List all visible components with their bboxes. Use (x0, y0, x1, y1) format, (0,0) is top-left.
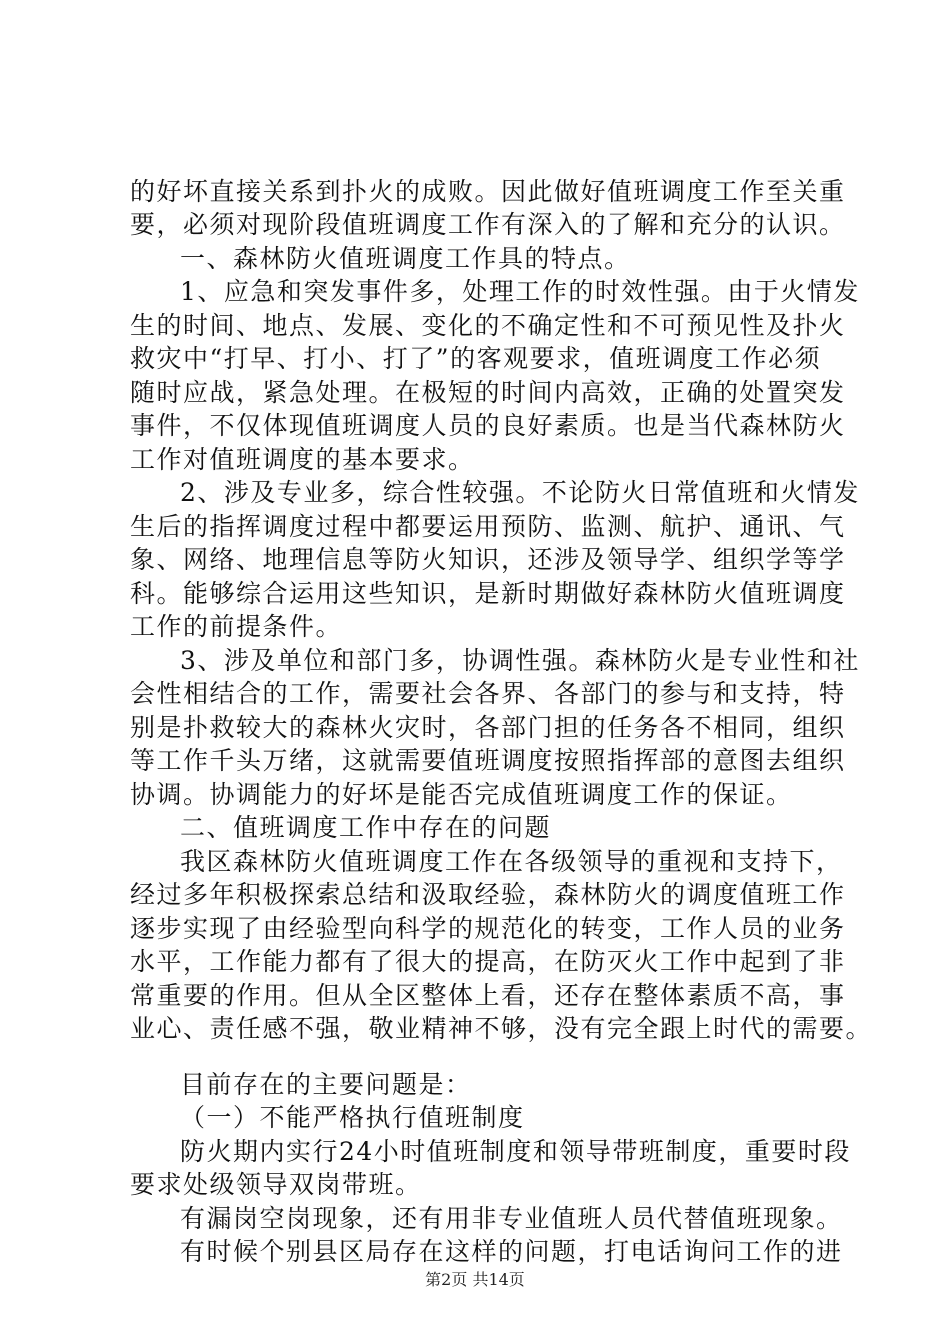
paragraph-line: 事件，不仅体现值班调度人员的良好素质。也是当代森林防火 (130, 411, 846, 440)
paragraph-line: 经过多年积极探索总结和汲取经验，森林防火的调度值班工作 (130, 880, 846, 909)
paragraph-line: 我区森林防火值班调度工作在各级领导的重视和支持下， (180, 847, 843, 876)
paragraph-line: 工作的前提条件。 (130, 612, 343, 641)
paragraph-line: 的好坏直接关系到扑火的成败。因此做好值班调度工作至关重 (130, 177, 846, 206)
paragraph-line: 有漏岗空岗现象，还有用非专业值班人员代替值班现象。 (180, 1204, 843, 1233)
paragraph-line: 逐步实现了由经验型向科学的规范化的转变，工作人员的业务 (130, 914, 846, 943)
paragraph-line: 随时应战，紧急处理。在极短的时间内高效，正确的处置突发 (130, 378, 846, 407)
paragraph-line: 生后的指挥调度过程中都要运用预防、监测、航护、通讯、气 (130, 512, 846, 541)
paragraph-line: 工作对值班调度的基本要求。 (130, 445, 475, 474)
paragraph-line: 目前存在的主要问题是： (180, 1070, 472, 1099)
paragraph-line: 3、涉及单位和部门多，协调性强。森林防火是专业性和社 (180, 646, 860, 675)
paragraph-line: 救灾中“打早、打小、打了”的客观要求，值班调度工作必须 (130, 344, 822, 373)
paragraph-line: 2、涉及专业多，综合性较强。不论防火日常值班和火情发 (180, 478, 860, 507)
paragraph-line: 科。能够综合运用这些知识，是新时期做好森林防火值班调度 (130, 579, 846, 608)
section-heading: 一、森林防火值班调度工作具的特点。 (180, 244, 631, 273)
paragraph-line: 协调。协调能力的好坏是能否完成值班调度工作的保证。 (130, 780, 793, 809)
subsection-heading: （一）不能严格执行值班制度 (180, 1103, 525, 1132)
paragraph-line: 有时候个别县区局存在这样的问题，打电话询问工作的进 (180, 1237, 843, 1266)
paragraph-line: 要求处级领导双岗带班。 (130, 1170, 422, 1199)
paragraph-line: 1、应急和突发事件多，处理工作的时效性强。由于火情发 (180, 277, 860, 306)
section-heading: 二、值班调度工作中存在的问题 (180, 813, 552, 842)
paragraph-line: 业心、责任感不强，敬业精神不够，没有完全跟上时代的需要。 (130, 1014, 873, 1043)
paragraph-line: 象、网络、地理信息等防火知识，还涉及领导学、组织学等学 (130, 545, 846, 574)
paragraph-line: 别是扑救较大的森林火灾时，各部门担的任务各不相同，组织 (130, 713, 846, 742)
paragraph-line: 常重要的作用。但从全区整体上看，还存在整体素质不高，事 (130, 981, 846, 1010)
paragraph-line: 要，必须对现阶段值班调度工作有深入的了解和充分的认识。 (130, 210, 846, 239)
paragraph-line: 会性相结合的工作，需要社会各界、各部门的参与和支持，特 (130, 679, 846, 708)
paragraph-line: 防火期内实行24小时值班制度和领导带班制度，重要时段 (180, 1137, 851, 1166)
paragraph-line: 水平，工作能力都有了很大的提高，在防灭火工作中起到了非 (130, 947, 846, 976)
page-number-footer: 第2页 共14页 (425, 1270, 525, 1289)
paragraph-line: 等工作千头万绪，这就需要值班调度按照指挥部的意图去组织 (130, 746, 846, 775)
paragraph-line: 生的时间、地点、发展、变化的不确定性和不可预见性及扑火 (130, 311, 846, 340)
